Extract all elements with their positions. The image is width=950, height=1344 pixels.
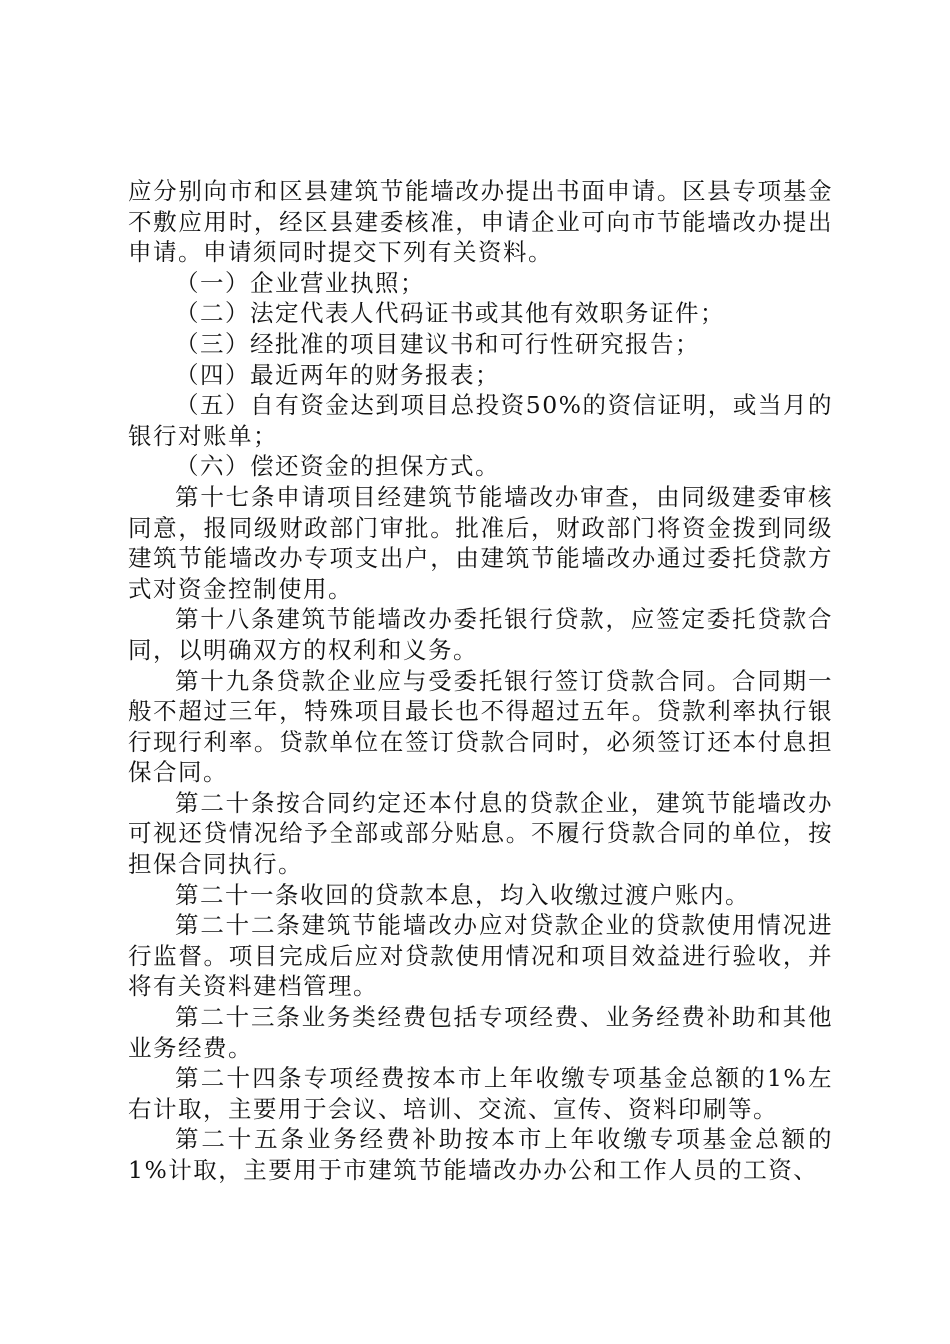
article-23: 第二十三条业务类经费包括专项经费、业务经费补助和其他业务经费。 xyxy=(128,1003,833,1062)
article-17: 第十七条申请项目经建筑节能墙改办审查，由同级建委审核同意，报同级财政部门审批。批准后，财政部门将资金拨到同级建筑节能墙改办专项支出户，由建筑节能墙改办通过委托贷款方式对资金控制使用。 xyxy=(128,482,833,603)
article-25: 第二十五条业务经费补助按本市上年收缴专项基金总额的1%计取，主要用于市建筑节能墙改办办公和工作人员的工资、 xyxy=(128,1125,833,1184)
list-item-credit-proof: （五）自有资金达到项目总投资50%的资信证明，或当月的银行对账单； xyxy=(128,391,833,450)
article-24: 第二十四条专项经费按本市上年收缴专项基金总额的1%左右计取，主要用于会议、培训、交流、宣传、资料印刷等。 xyxy=(128,1064,833,1123)
list-item-guarantee-method: （六）偿还资金的担保方式。 xyxy=(175,452,500,481)
document-body xyxy=(128,176,833,1186)
list-item-financial-statements: （四）最近两年的财务报表； xyxy=(175,360,500,389)
article-20: 第二十条按合同约定还本付息的贷款企业，建筑节能墙改办可视还贷情况给予全部或部分贴息。不履行贷款合同的单位，按担保合同执行。 xyxy=(128,788,833,879)
article-22: 第二十二条建筑节能墙改办应对贷款企业的贷款使用情况进行监督。项目完成后应对贷款使用情况和项目效益进行验收，并将有关资料建档管理。 xyxy=(128,911,833,1001)
paragraph-application-intro: 应分别向市和区县建筑节能墙改办提出书面申请。区县专项基金不敷应用时，经区县建委核准，申请企业可向市节能墙改办提出申请。申请须同时提交下列有关资料。 xyxy=(128,177,833,267)
list-item-business-license: （一）企业营业执照； xyxy=(175,268,425,297)
list-item-project-proposal: （三）经批准的项目建议书和可行性研究报告； xyxy=(175,329,700,358)
article-18: 第十八条建筑节能墙改办委托银行贷款，应签定委托贷款合同，以明确双方的权利和义务。 xyxy=(128,605,833,664)
list-item-legal-representative: （二）法定代表人代码证书或其他有效职务证件； xyxy=(175,299,725,328)
article-21: 第二十一条收回的贷款本息，均入收缴过渡户账内。 xyxy=(175,880,750,909)
article-19: 第十九条贷款企业应与受委托银行签订贷款合同。合同期一般不超过三年，特殊项目最长也不得超过五年。贷款利率执行银行现行利率。贷款单位在签订贷款合同时，必须签订还本付息担保合同。 xyxy=(128,666,833,787)
